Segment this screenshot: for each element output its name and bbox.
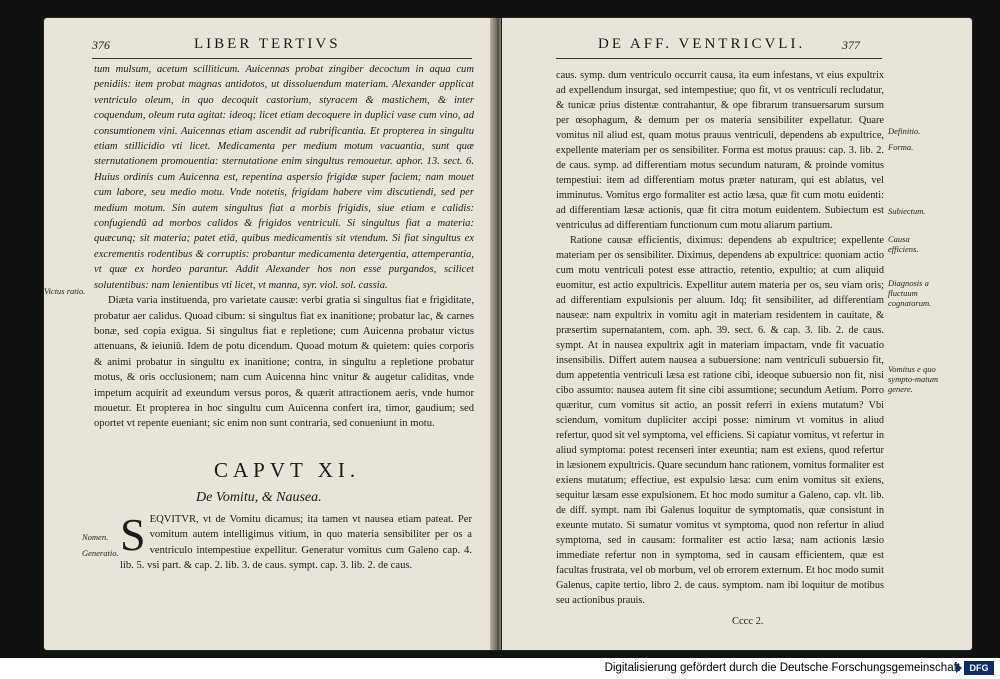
left-page — [44, 18, 494, 650]
running-head-right: DE AFF. VENTRICVLI. — [598, 36, 806, 52]
chapter-body — [120, 509, 472, 574]
margin-note-definitio: Definitio. — [888, 126, 921, 136]
margin-note-vomitus: Vomitus e quo sympto-matum genere. — [888, 364, 939, 394]
margin-note-forma: Forma. — [888, 142, 914, 152]
dfg-logo[interactable]: DFG — [964, 661, 994, 675]
chapter-text: EQVITVR, vt de Vomitu dicamus; ita tamen vt nausea etiam pateat. Per vomitum autem intelligimus vitium, in quo materia sensibiliter per os a ventriculo intempestiue expellitur. Generatur vomitus cum Galeno cap. 4. lib. 5. vsi part. & cap. 2. lib. 3. de caus. sympt. cap. 3. lib. 2. de caus. — [120, 514, 472, 572]
margin-note-nomen: Nomen. — [82, 532, 109, 542]
margin-note-victus: Victus ratio. — [44, 286, 86, 296]
paragraph: caus. symp. dum ventriculo occurrit causa, ita eum infestans, vt eius expultrix ad expellendum insurgat, sed intempestiue; quo fit, vt os ventriculi recludatur, & tunicæ prius distentæ contrahantur, & ope fibrarum transuersarum sursum per œsophagum, & demum per os materia sensibiliter expellatur. Quare vomitus nil aliud est, quam motus prauus ventriculi, dependens ab expultrice, expellente materiam per os sensibiliter. Forma est motus prauus: cap. 3. lib. 2. de caus. symp. ad differentiam motus secundum naturam, & proinde vomitus tempestiui: item ad differentiam motus præter naturam, qui est ablatus, vel imminutus. Vomitus ergo formaliter est actio læsa, quæ fit cum motu euidenti: ad differentiam læsæ actionis, quæ fit citra motum euidentem. Subiectum est ventriculus ad differentiam functionum cum motu aliarum partium. — [556, 70, 884, 231]
page-number-left: 376 — [92, 38, 110, 52]
running-head-left: LIBER TERTIVS — [194, 36, 341, 52]
margin-note-causa: Causa efficiens. — [888, 234, 919, 254]
head-rule-left — [92, 58, 472, 59]
footer-bar — [0, 658, 1000, 679]
dropcap: S — [120, 509, 146, 560]
page-number-right: 377 — [842, 38, 860, 52]
arrow-icon — [956, 663, 962, 673]
head-rule-right — [556, 58, 882, 59]
margin-note-diagnosis: Diagnosis a fluctuum cognatorum. — [888, 278, 932, 308]
paragraph: Diæta varia instituenda, pro varietate causæ: verbi gratia si singultus fiat e frigiditate, probatur aer calidus. Quoad cibum: si singultus fiat ex inanitione; probatur lac, & carnes bonæ, sed copia exigua. Si singultus fiat e repletione; cum Auicenna probatur victus attenuans, & ieiuniū. Idem de potu dicendum. Quoad motum & quietem: quies corporis & animi probatur in singultu ex inanitione; contra, in singultu a repletione probatur motus, & oris occlusionem; nam cum Auicenna hinc vnitur & augetur caliditas, vnde impetum acquirit ad exeundum versus poros, & quærit attractionem aeris, vnde humor mouetur. Et propterea in hoc singultu cum Auicenna confert ira, timor, gaudium; sed oportet vt repente eueniant; sic enim non sunt contraria, sed conueniunt in motu. — [94, 295, 474, 430]
left-body — [94, 62, 474, 432]
right-page — [502, 18, 972, 650]
signature-mark: Cccc 2. — [732, 616, 764, 627]
paragraph: Ratione causæ efficientis, diximus: dependens ab expultrice; expellente materiam per os sensibiliter. Diximus, dependens ab expultrice: quoniam actio cum motu ventriculi potest esse attractio, retentio, expultio; at cum aliquid euomitur, est actio expultricis. Expellitur autem materia per os, seu viam oris; ad differentiam expulsionis per aluum. Idq; fit sensibiliter, ad differentiam nauseæ: nam expultrix in vomitu agit in materiam residentem in cauitate, & præsertim supernatantem, com. aph. 39. sect. 6. & cap. 3. lib. 2. de caus. sympt. At in nausea expultrix agit in materiam impactam, vnde fit vacuatio insensibilis. Differt autem nausea a subuersione: nam ventriculi subuersio fit, dum appetentia ventriculi læsa est ratione cibi, ideoque subuersio non fit, nisi cibo assumto: nausea autem fit sine cibi assumtione; secundum Aetium. Porro quæritur, cum vomitus sit actio, an possit referri in exiens mutatum? Vbi sciendum, vomitum dupliciter accipi posse: nimirum vt vomitus in aliud refertur, quod sit vel symptoma, vel efficiens. Si capiatur vomitus, vt refertur in aliud symptoma: potest recenseri inter exeuntia; nam est exiens, quod refertur in læsionem expultricis. Quare secundum hanc rationem, vomitus formaliter est exiens mutatum; effectiue, est expulsio læsa: cum enim vomitus sit exiens, sequitur læsam esse expulsionem. Et hoc modo sumitur a Galeno, cap. vlt. lib. de diff. sympt. nam ibi Galenus loquitur de symptomatis, quæ consistunt in exeunte mutato. Si sumatur vomitus vt symptoma, quod non refertur in aliud symptoma, sed in causam: formaliter est actio læsa; nam actionis læsio immediate refertur non in symptoma, sed in causam efficientem, quæ est facultas frustrata, vel ob morbum, vel ob errorem externum. Et hoc modo sumit Galenus, capite tertio, libro 2. de caus. symptom. nam ibi loquitur de motibus seu actionibus prauis. — [556, 235, 884, 606]
footer-credit: Digitalisierung gefördert durch die Deutsche Forschungsgemeinschaft — [604, 662, 960, 674]
paragraph: tum mulsum, acetum scilliticum. Auicennas probat zingiber decoctum in aqua cum penidiis: item probat magnas antidotos, ut dissoluendum materiam. Alexander applicat ventriculo oleum, in quo decoquit castorium, styracem & mastichem, & inter coquendum, oleum ruta agitat: ideoq; licet etiam decoquere in duplici vase cum vino, ad consumtionem vini. Auicennas etiam ascendit ad rubrificantia. Et propterea in singultu etiam stillicidio vti licet. Medicamenta per medium motum vacuantia, sunt quæ sternutationem promouentia: sternutatione enim singultus remouetur. aphor. 13. sect. 6. Huius ordinis cum Auicenna est, repentina aspersio frigidæ super faciem; nam mouet cum labore, seu medio motu. Vnde notetis, frigidam habere vim discutiendi, sed per medium motum. Sin autem singultus fiat a morbis frigidis, siue etiam e calidis: confugiendū ad morbos calidos & frigidos ventriculi. Si singultus fiat a materia: quæcunq; sit materia; patet etiā, quibus medicamentis sit vtendum. Si fiat singultus ex excrementis rodentibus & corruptis: probantur medicamenta detergentia, attemperantia, vt quæ ex hordeo parantur. Addit Alexander hos non esse purgandos, scilicet solutentibus: nam lenientibus vti licet, vt manna, syr. viol. sol. cassia. — [94, 64, 474, 291]
chapter-subtitle: De Vomitu, & Nausea. — [196, 490, 322, 505]
margin-note-generatio: Generatio. — [82, 548, 119, 558]
right-body — [556, 68, 884, 608]
chapter-heading: CAPVT XI. — [214, 458, 361, 482]
margin-note-subiectum: Subiectum. — [888, 206, 926, 216]
